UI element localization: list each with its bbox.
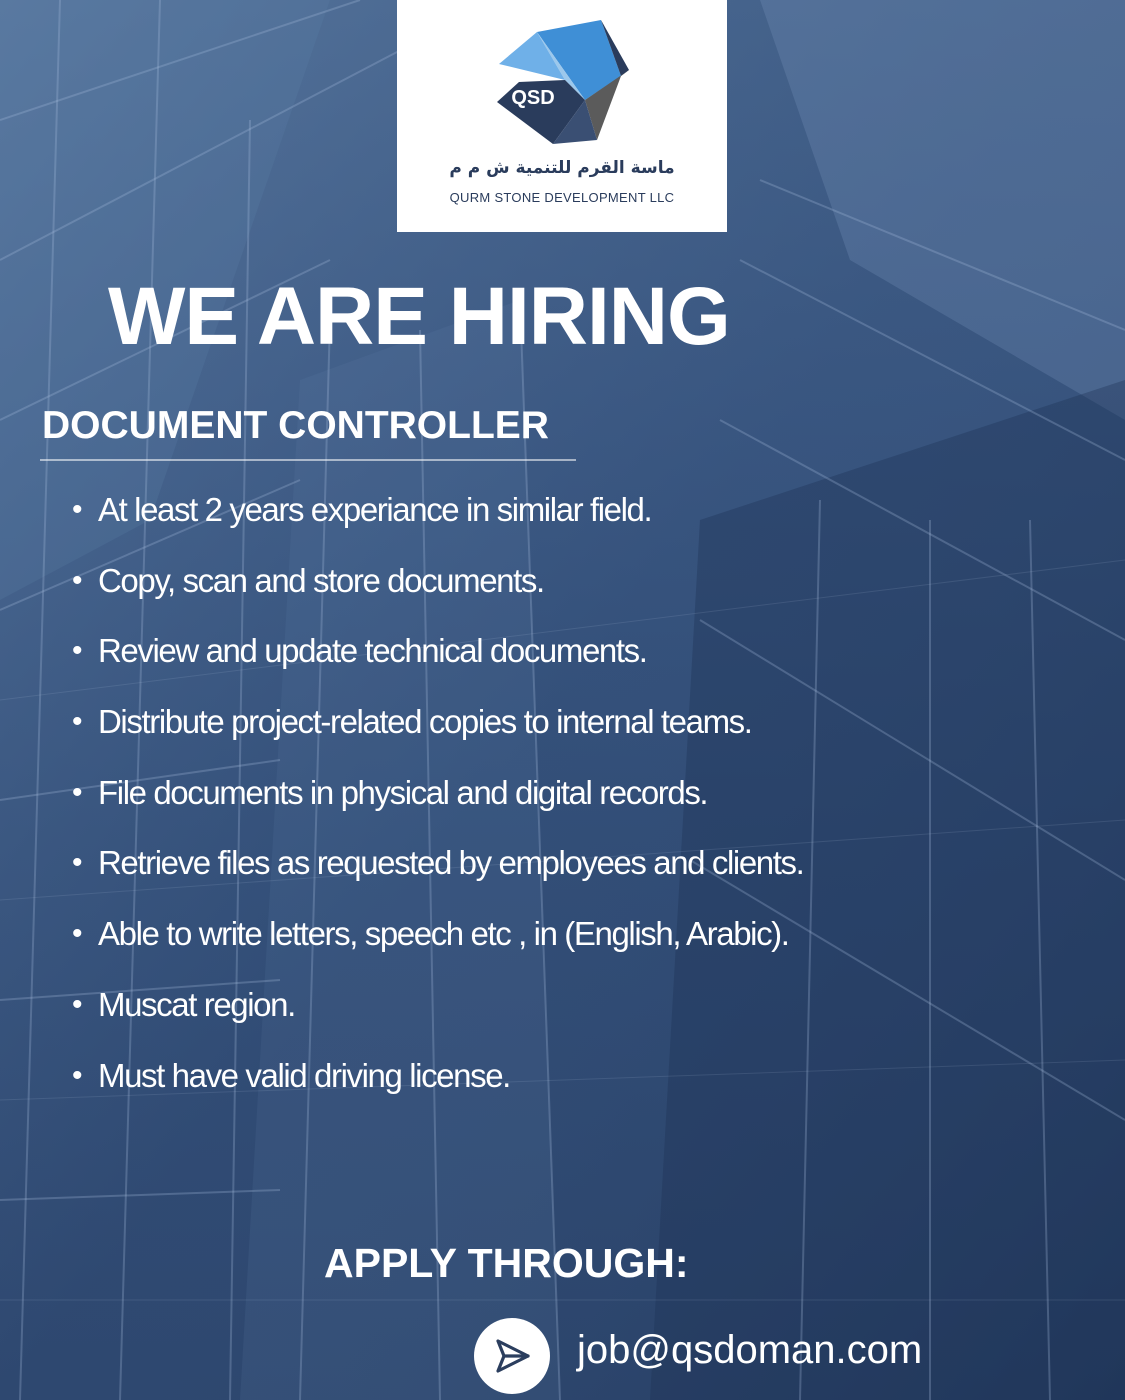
- list-item: [72, 629, 803, 700]
- list-item: [72, 488, 803, 559]
- bullet-icon: •: [72, 917, 82, 951]
- send-icon: [492, 1336, 532, 1376]
- requirements-list: [72, 488, 803, 1124]
- bullet-icon: •: [72, 705, 82, 739]
- company-logo-panel: [397, 0, 727, 232]
- list-item: [72, 700, 803, 771]
- job-title: DOCUMENT CONTROLLER: [42, 404, 549, 447]
- send-email-button[interactable]: [474, 1318, 550, 1394]
- bullet-icon: •: [72, 846, 82, 880]
- requirement-text: At least 2 years experiance in similar field.: [98, 491, 652, 528]
- list-item: [72, 912, 803, 983]
- hiring-headline: WE ARE HIRING: [108, 271, 730, 362]
- apply-through-label: APPLY THROUGH:: [324, 1240, 689, 1286]
- list-item: [72, 559, 803, 630]
- list-item: [72, 1054, 803, 1125]
- requirement-text: Muscat region.: [98, 985, 295, 1023]
- requirement-text: File documents in physical and digital records.: [98, 773, 708, 811]
- list-item: [72, 983, 803, 1054]
- requirement-text: Retrieve files as requested by employees and clients.: [98, 844, 804, 882]
- bullet-icon: •: [72, 1058, 82, 1092]
- bullet-icon: •: [72, 634, 82, 668]
- bullet-icon: •: [72, 493, 82, 526]
- logo-initials: QSD: [511, 87, 555, 109]
- requirement-text: Review and update technical documents.: [98, 632, 647, 670]
- bullet-icon: •: [72, 987, 82, 1021]
- qsd-logo-icon: [489, 20, 639, 150]
- list-item: [72, 771, 803, 842]
- requirement-text: Must have valid driving license.: [98, 1056, 510, 1094]
- title-divider: [40, 459, 576, 461]
- bullet-icon: •: [72, 775, 82, 809]
- list-item: [72, 841, 803, 912]
- requirement-text: Distribute project-related copies to internal teams.: [98, 703, 752, 741]
- requirement-text: Copy, scan and store documents.: [98, 561, 544, 599]
- company-name-english: QURM STONE DEVELOPMENT LLC: [449, 190, 675, 205]
- requirement-text: Able to write letters, speech etc , in (English, Arabic).: [98, 915, 789, 953]
- contact-email-link[interactable]: job@qsdoman.com: [577, 1328, 923, 1372]
- company-name-arabic: ماسة القرم للتنمية ش م م: [449, 158, 675, 178]
- bullet-icon: •: [72, 563, 82, 597]
